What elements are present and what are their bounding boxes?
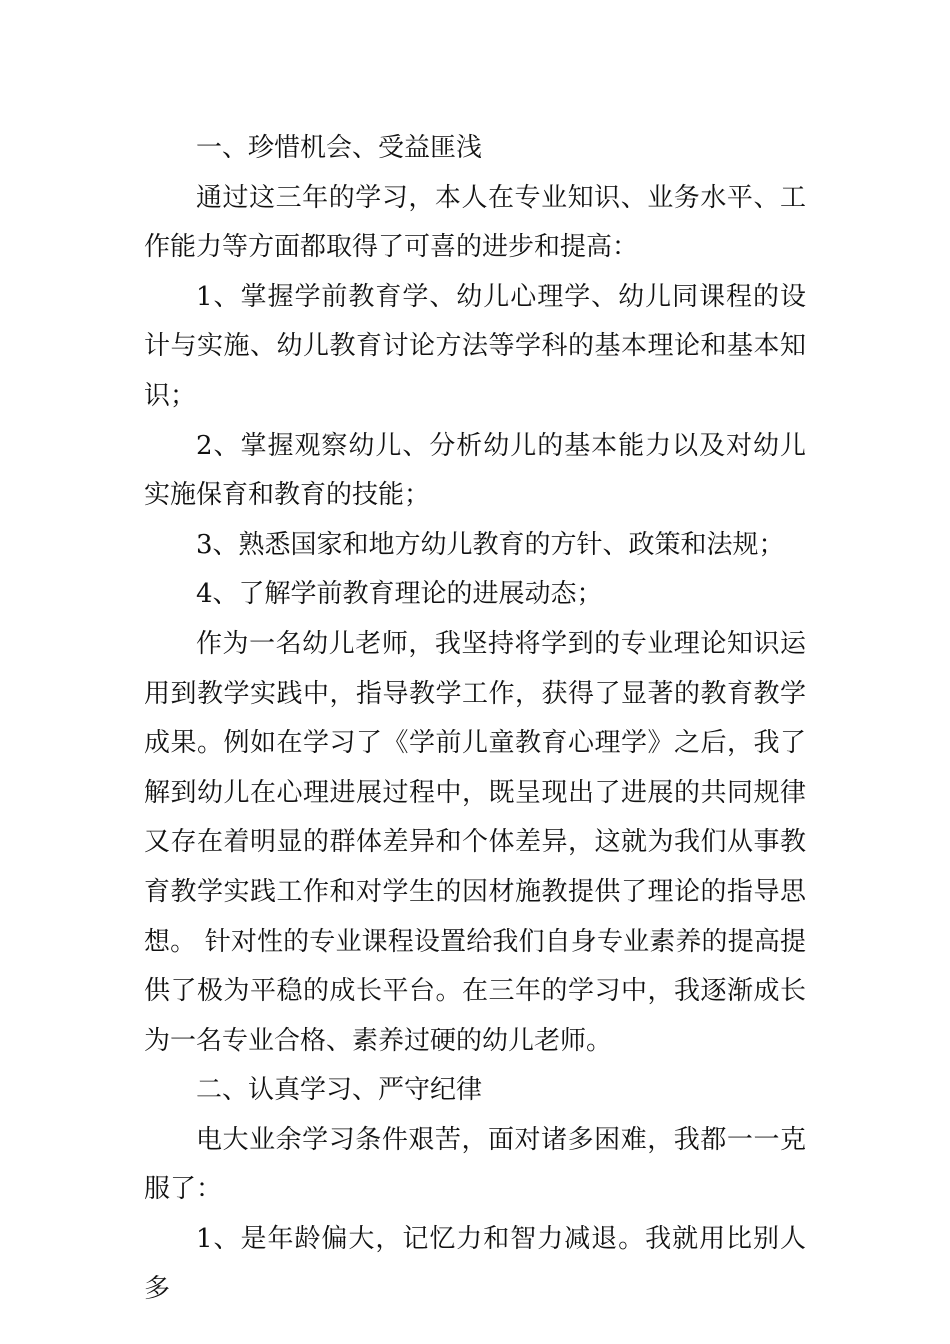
list-item-3: 3、熟悉国家和地方幼儿教育的方针、政策和法规； [196,529,785,560]
paragraph-difficulties: 电大业余学习条件艰苦，面对诸多困难，我都一一克服了： [144,1124,806,1205]
list-item-2: 2、掌握观察幼儿、分析幼儿的基本能力以及对幼儿实施保育和教育的技能； [144,430,806,511]
list-item-4: 4、了解学前教育理论的进展动态； [196,579,603,610]
list-item-difficulty-1: 1、是年龄偏大，记忆力和智力减退。我就用比别人多 [144,1224,806,1304]
section-heading-1: 一、珍惜机会、受益匪浅 [196,133,483,163]
paragraph-practice: 作为一名幼儿老师，我坚持将学到的专业理论知识运用到教学实践中，指导教学工作，获得了显著的教育教学成果。例如在学习了《学前儿童教育心理学》之后，我了解到幼儿在心理进展过程中，既呈现出了进展的共同规律又存在着明显的群体差异和个体差异，这就为我们从事教育教学实践工作和对学生的因材施教提供了理论的指导思想。 针对性的专业课程设置给我们自身专业素养的提高提供了极为平稳的成长平台。在三年的学习中，我逐渐成长为一名专业合格、素养过硬的幼儿老师。 [144,628,806,1056]
section-heading-2: 二、认真学习、严守纪律 [196,1075,483,1106]
document-body [144,124,806,1314]
list-item-1: 1、掌握学前教育学、幼儿心理学、幼儿同课程的设计与实施、幼儿教育讨论方法等学科的基本理论和基本知识； [144,281,806,411]
paragraph-intro: 通过这三年的学习，本人在专业知识、业务水平、工作能力等方面都取得了可喜的进步和提高： [144,182,806,263]
